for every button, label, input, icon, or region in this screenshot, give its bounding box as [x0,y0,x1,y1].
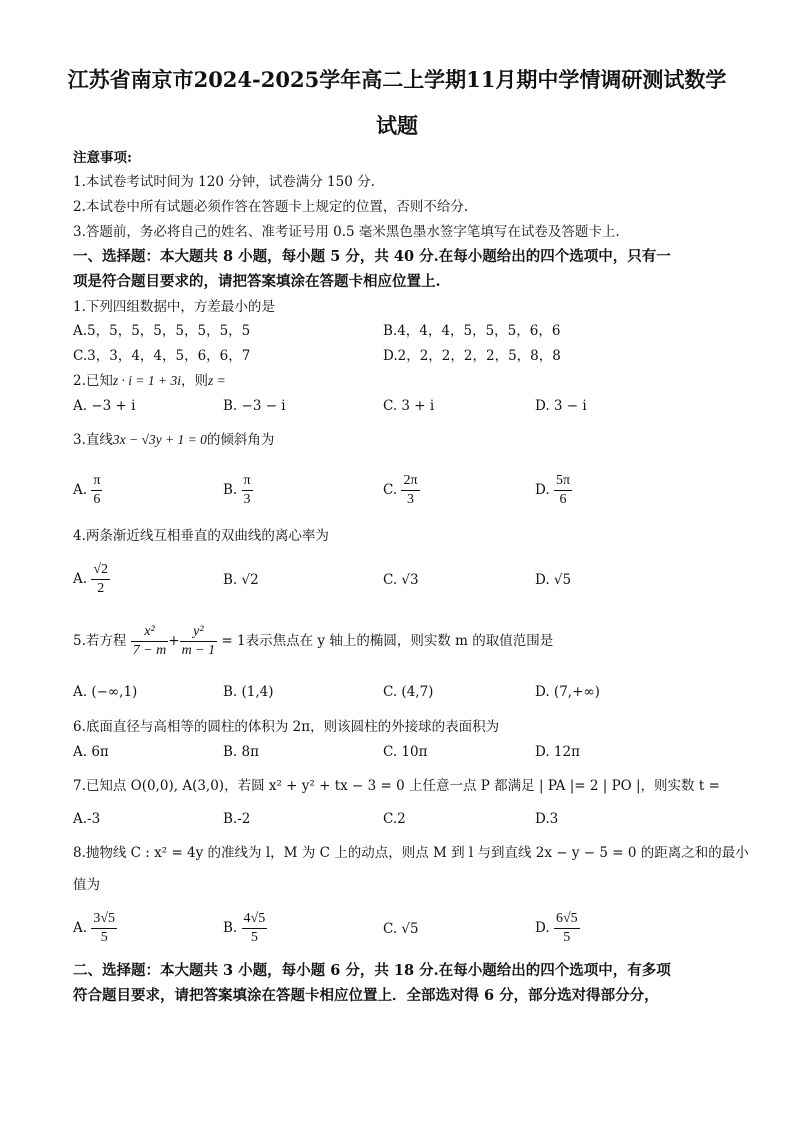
q8-option-a [73,910,117,947]
q1-option-c: C.3，3，4，4，5，6，6，7 [73,348,251,364]
q5-plus: + [168,633,180,649]
q3-option-c-num: 2π [401,472,419,491]
q8-option-d-label: D. [535,920,550,936]
q8-option-b-label: B. [223,920,238,936]
q6-stem: 6.底面直径与高相等的圆柱的体积为 2π，则该圆柱的外接球的表面积为 [73,719,500,735]
q6-option-d: D. 12π [535,744,580,760]
q8-option-d-fraction [554,910,580,947]
q8-stem-line2: 值为 [73,877,100,893]
q3-stem-expr: 3x − √3y + 1 = 0 [112,432,207,447]
q2-stem-var: z = [208,373,226,388]
q3-option-d-den: 6 [559,492,567,507]
notice-item-3: 3.答题前，务必将自己的姓名、准考证号用 0.5 毫米黑色墨水签字笔填写在试卷及答题卡上. [73,224,620,240]
q6-option-b: B. 8π [223,744,259,760]
q3-option-b-fraction [242,472,253,509]
q3-stem-pre: 3.直线 [73,432,113,448]
q8-option-d-num: 6√5 [554,910,580,929]
notice-heading: 注意事项: [73,150,132,166]
page-title-line2: 试题 [376,113,418,138]
q5-fraction-2 [180,623,218,660]
q4-option-c: C. √3 [383,572,419,588]
q3-option-d-label: D. [535,482,550,498]
q3-option-d [535,472,572,509]
q3-option-c [383,472,420,509]
q2-stem [73,371,226,391]
q8-option-d [535,910,580,947]
q8-option-b-num: 4√5 [242,910,268,929]
q7-option-b: B.-2 [223,811,251,827]
q7-option-a: A.-3 [73,811,101,827]
q3-option-b [223,472,253,509]
q3-option-a [73,472,102,509]
q2-option-a: A. −3 + i [73,398,136,414]
q4-option-a-label: A. [73,571,88,587]
q3-option-b-den: 3 [243,492,251,507]
q4-option-a-den: 2 [97,581,105,596]
q5-fraction-2-den: m − 1 [181,643,216,658]
page-title-line1: 江苏省南京市2024-2025学年高二上学期11月期中学情调研测试数学 [67,67,727,92]
q5-option-c: C. (4,7) [383,684,434,700]
q4-stem: 4.两条渐近线互相垂直的双曲线的离心率为 [73,528,329,544]
q3-option-c-fraction [401,472,419,509]
section2-heading-line2: 符合题目要求，请把答案填涂在答题卡相应位置上．全部选对得 6 分，部分选对得部分分， [73,987,659,1004]
q3-stem [73,430,274,450]
notice-item-1: 1.本试卷考试时间为 120 分钟，试卷满分 150 分. [73,174,375,190]
q3-option-b-label: B. [223,482,238,498]
q5-fraction-1-den: 7 − m [132,643,167,658]
q5-fraction-1 [131,623,169,660]
q8-option-a-den: 5 [100,930,108,945]
q3-option-c-den: 3 [406,492,414,507]
q5-fraction-2-num: y² [180,623,218,642]
q2-stem-expr: z · i = 1 + 3i [112,373,181,388]
q3-option-a-den: 6 [93,492,101,507]
q8-option-a-label: A. [73,920,88,936]
q3-option-d-num: 5π [554,472,572,491]
q8-option-d-den: 5 [563,930,571,945]
q1-option-a: A.5，5，5，5，5，5，5，5 [73,323,251,339]
q5-eq: = 1 [221,633,246,649]
q7-option-c: C.2 [383,811,406,827]
notice-item-2: 2.本试卷中所有试题必须作答在答题卡上规定的位置，否则不给分. [73,199,469,215]
q5-option-d: D. (7,+∞) [535,684,600,700]
q4-option-a-num: √2 [91,561,110,580]
section1-heading-line2: 项是符合题目要求的，请把答案填涂在答题卡相应位置上. [73,273,441,290]
q8-option-c: C. √5 [383,921,419,937]
q3-stem-post: 的倾斜角为 [206,432,275,448]
q5-fraction-1-num: x² [131,623,169,642]
q3-option-a-num: π [91,472,102,491]
q6-option-a: A. 6π [73,744,109,760]
q3-option-a-label: A. [73,482,88,498]
q8-option-b-fraction [242,910,268,947]
q4-option-a-fraction [91,561,110,598]
q2-stem-mid: ，则 [181,373,208,389]
q2-option-d: D. 3 − i [535,398,587,414]
q6-option-c: C. 10π [383,744,428,760]
q2-option-b: B. −3 − i [223,398,286,414]
q3-option-d-fraction [554,472,572,509]
q5-option-a: A. (−∞,1) [73,684,138,700]
q5-option-b: B. (1,4) [223,684,274,700]
q8-option-a-fraction [91,910,117,947]
q1-option-b: B.4，4，4，5，5，5，6，6 [383,323,561,339]
q2-stem-pre: 2.已知 [73,373,113,389]
q8-stem-line1: 8.抛物线 C : x² = 4y 的准线为 l，M 为 C 上的动点，则点 M 到 l 与到直线 2x − y − 5 = 0 的距离之和的最小 [73,845,749,861]
q8-option-b [223,910,267,947]
q7-option-d: D.3 [535,811,559,827]
q5-stem [73,623,553,660]
section1-heading-line1: 一、选择题：本大题共 8 小题，每小题 5 分，共 40 分.在每小题给出的四个选项中，只有一 [73,248,671,265]
q8-option-b-den: 5 [250,930,258,945]
q4-option-a [73,561,110,598]
q1-option-d: D.2，2，2，2，2，5，8，8 [383,348,561,364]
q5-stem-post: 表示焦点在 y 轴上的椭圆，则实数 m 的取值范围是 [245,633,554,649]
section2-heading-line1: 二、选择题：本大题共 3 小题，每小题 6 分，共 18 分.在每小题给出的四个选项中，有多项 [73,962,671,979]
q8-option-a-num: 3√5 [91,910,117,929]
q4-option-b: B. √2 [223,572,259,588]
q5-stem-pre: 5.若方程 [73,633,127,649]
q2-option-c: C. 3 + i [383,398,435,414]
q1-stem: 1.下列四组数据中，方差最小的是 [73,299,275,315]
q3-option-c-label: C. [383,482,398,498]
q4-option-d: D. √5 [535,572,572,588]
q3-option-a-fraction [91,472,102,509]
q7-stem: 7.已知点 O(0,0), A(3,0)，若圆 x² + y² + tx − 3 = 0 上任意一点 P 都满足 | PA |= 2 | PO |，则实数 t = [73,778,720,794]
q3-option-b-num: π [242,472,253,491]
